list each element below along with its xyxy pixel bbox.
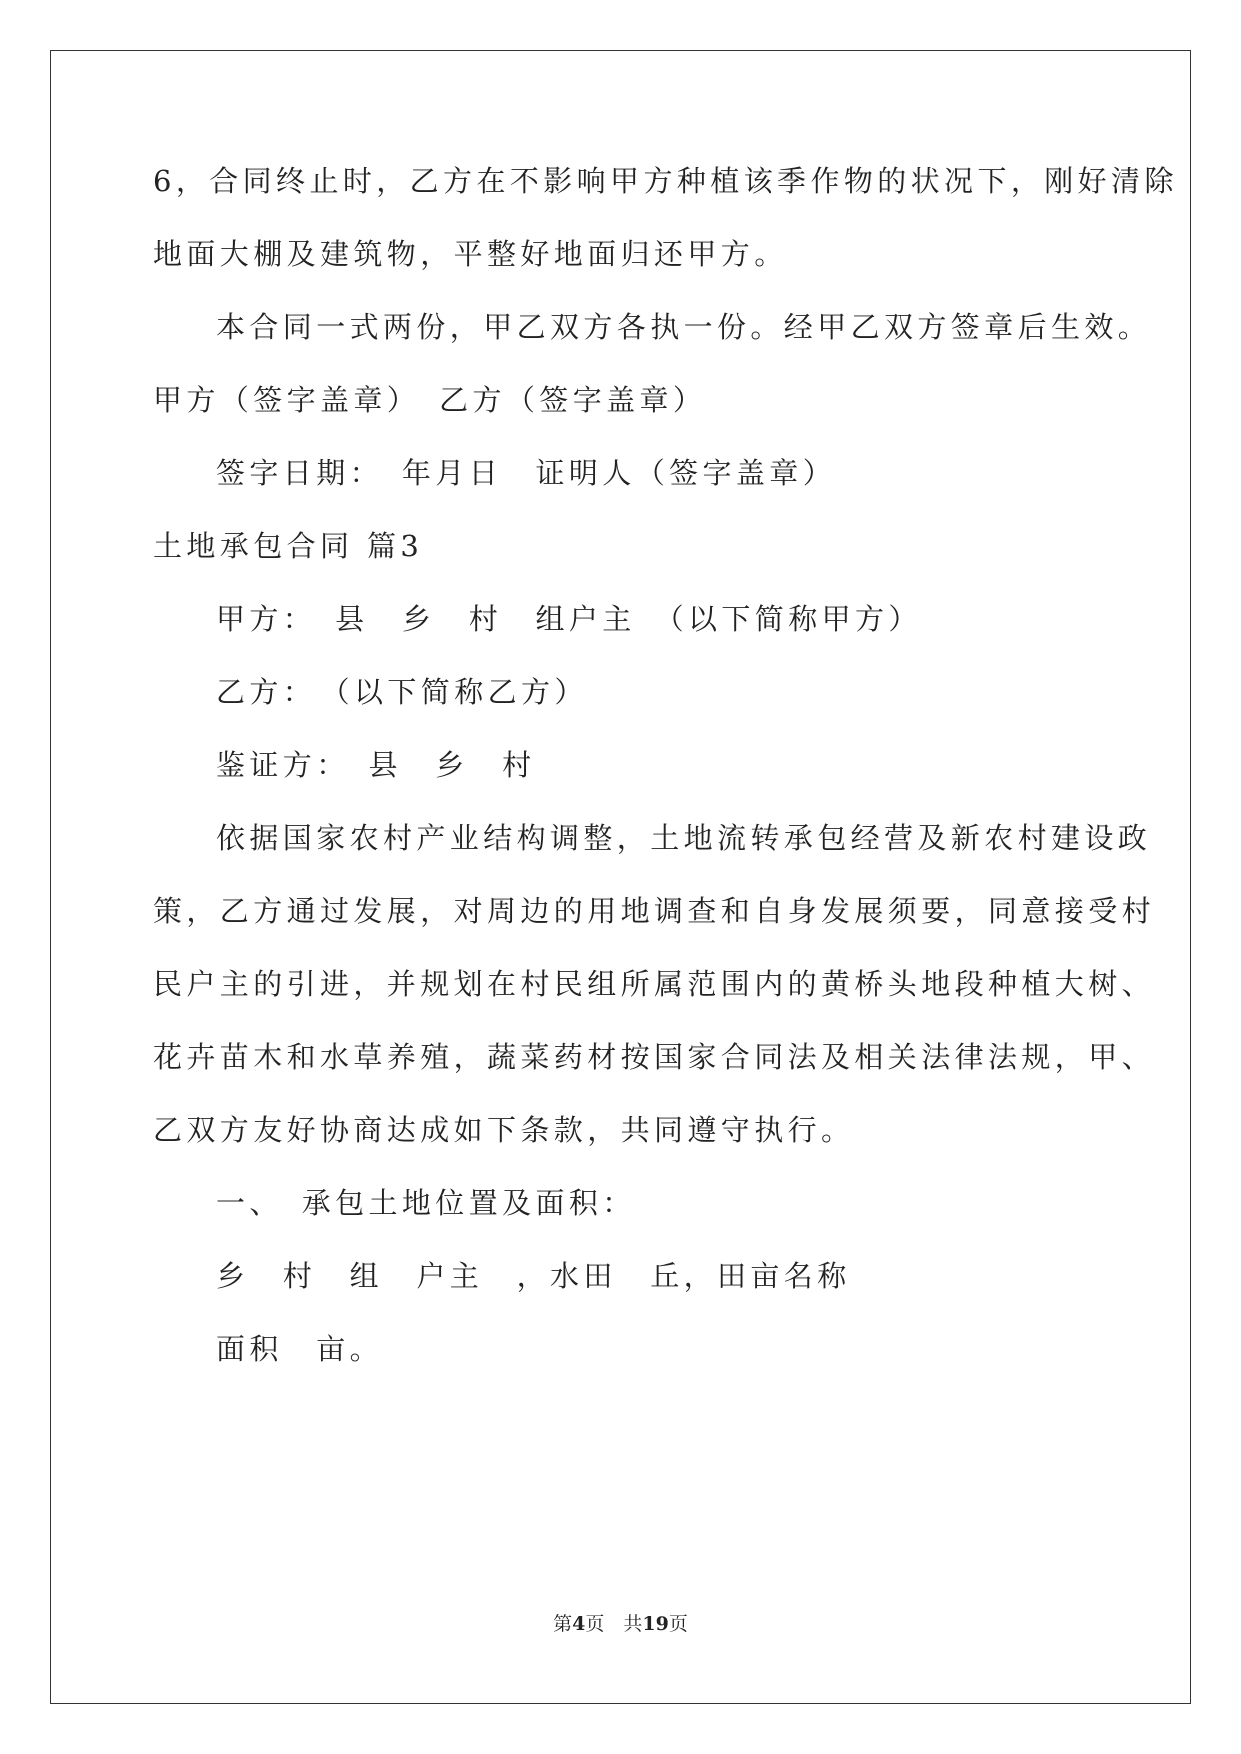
footer-suffix: 页 [668,1613,688,1635]
text-line-clause-6: 6，合同终止时，乙方在不影响甲方种植该季作物的状况下，刚好清除 [153,164,1178,198]
footer-page-number: 4 [572,1613,586,1635]
text-line-party-a: 甲方： 县 乡 村 组户主 （以下简称甲方） [216,602,922,636]
text-line-signatures: 甲方（签字盖章） 乙方（签字盖章） [153,383,707,417]
text-line-basis-3: 民户主的引进，并规划在村民组所属范围内的黄桥头地段种植大树、 [153,967,1156,1001]
text-line-area: 面积 亩。 [216,1332,384,1366]
text-line-basis-1: 依据国家农村产业结构调整，土地流转承包经营及新农村建设政 [216,821,1152,855]
text-line-article-1: 一、 承包土地位置及面积： [216,1186,636,1220]
text-line-basis-4: 花卉苗木和水草养殖，蔬菜药材按国家合同法及相关法律法规，甲、 [153,1040,1156,1074]
page-footer [0,1612,1241,1636]
footer-prefix: 第 [553,1613,573,1635]
text-line-basis-2: 策，乙方通过发展，对周边的用地调查和自身发展须要，同意接受村 [153,894,1156,928]
text-line-sign-date: 签字日期： 年月日 证明人（签字盖章） [216,456,837,490]
text-line-clause-6-cont: 地面大棚及建筑物，平整好地面归还甲方。 [153,237,788,271]
text-line-basis-5: 乙双方友好协商达成如下条款，共同遵守执行。 [153,1113,855,1147]
footer-total-pages: 19 [642,1613,669,1635]
text-line-party-b: 乙方： （以下简称乙方） [216,675,588,709]
page-border [50,50,1191,1704]
text-line-location: 乡 村 组 户主 ，水田 丘，田亩名称 [216,1259,851,1293]
text-line-copies: 本合同一式两份，甲乙双方各执一份。经甲乙双方签章后生效。 [216,310,1152,344]
section-heading: 土地承包合同 篇3 [153,529,424,563]
text-line-witness: 鉴证方： 县 乡 村 [216,748,536,782]
footer-middle: 页 共 [585,1613,643,1635]
